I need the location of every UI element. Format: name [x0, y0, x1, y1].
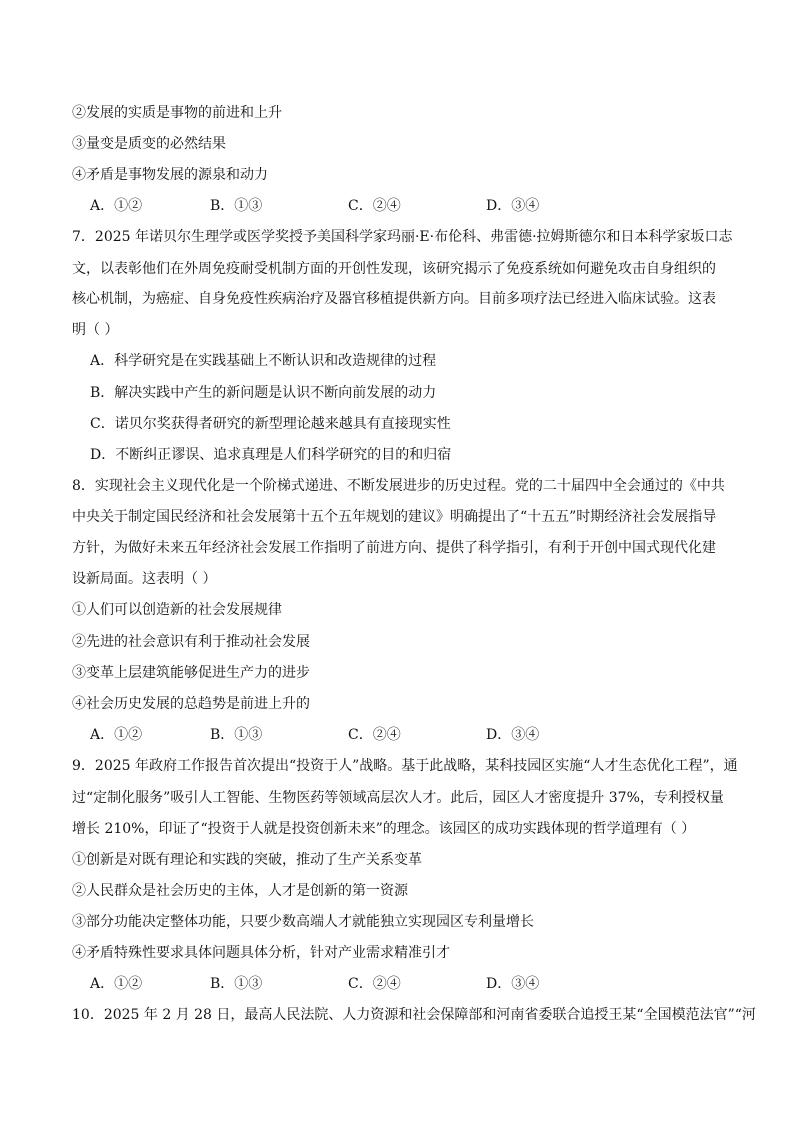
- q6-choice-d[interactable]: D．③④: [486, 198, 540, 214]
- q9-stem-line-1: 9．2025 年政府工作报告首次提出“投资于人”战略。基于此战略，某科技园区实施“人才生态优化工程”，通: [72, 758, 738, 774]
- q9-item-2: ②人民群众是社会历史的主体，人才是创新的第一资源: [72, 883, 408, 899]
- q8-choice-b[interactable]: B．①③: [210, 727, 263, 743]
- q9-item-3: ③部分功能决定整体功能，只要少数高端人才就能独立实现园区专利量增长: [72, 914, 534, 930]
- q8-item-2: ②先进的社会意识有利于推动社会发展: [72, 634, 310, 650]
- q7-option-b[interactable]: B．解决实践中产生的新问题是认识不断向前发展的动力: [90, 385, 437, 401]
- q9-choice-c[interactable]: C．②④: [348, 976, 401, 992]
- q6-choice-c[interactable]: C．②④: [348, 198, 401, 214]
- q9-stem-line-2: 过“定制化服务”吸引人工智能、生物医药等领域高层次人才。此后，园区人才密度提升 37%，专利授权量: [72, 790, 724, 806]
- q6-choices: [90, 196, 650, 216]
- q8-stem-line-1: 8．实现社会主义现代化是一个阶梯式递进、不断发展进步的历史过程。党的二十届四中全会通过的《中共: [72, 478, 725, 494]
- q6-choice-a[interactable]: A．①②: [90, 198, 143, 214]
- q8-choice-a[interactable]: A．①②: [90, 727, 143, 743]
- q6-item-2: ②发展的实质是事物的前进和上升: [72, 105, 282, 121]
- q8-item-4: ④社会历史发展的总趋势是前进上升的: [72, 696, 310, 712]
- q9-item-1: ①创新是对既有理论和实践的突破，推动了生产关系变革: [72, 852, 422, 868]
- q9-choice-d[interactable]: D．③④: [486, 976, 540, 992]
- q7-stem-line-3: 核心机制，为癌症、自身免疫性疾病治疗及器官移植提供新方向。目前多项疗法已经进入临床试验。这表: [72, 291, 716, 307]
- q8-choice-d[interactable]: D．③④: [486, 727, 540, 743]
- q8-choices: [90, 725, 650, 745]
- q6-item-3: ③量变是质变的必然结果: [72, 136, 226, 152]
- q8-item-1: ①人们可以创造新的社会发展规律: [72, 602, 282, 618]
- q8-stem-line-3: 方针，为做好未来五年经济社会发展工作指明了前进方向、提供了科学指引，有利于开创中国式现代化建: [72, 540, 716, 556]
- q7-stem-line-4: 明（ ）: [72, 322, 119, 338]
- q7-stem-line-2: 文，以表彰他们在外周免疫耐受机制方面的开创性发现，该研究揭示了免疫系统如何避免攻击自身组织的: [72, 261, 716, 277]
- q10-stem-line-1: 10．2025 年 2 月 28 日，最高人民法院、人力资源和社会保障部和河南省委联合追授王某“全国模范法官”“河: [72, 1007, 756, 1023]
- q9-item-4: ④矛盾特殊性要求具体问题具体分析，针对产业需求精准引才: [72, 945, 450, 961]
- q9-stem-line-3: 增长 210%，印证了“投资于人就是投资创新未来”的理念。该园区的成功实践体现的哲学道理有（ ）: [72, 821, 696, 837]
- q9-choice-a[interactable]: A．①②: [90, 976, 143, 992]
- q7-option-c[interactable]: C．诺贝尔奖获得者研究的新型理论越来越具有直接现实性: [90, 416, 451, 432]
- q8-item-3: ③变革上层建筑能够促进生产力的进步: [72, 665, 310, 681]
- q7-option-a[interactable]: A．科学研究是在实践基础上不断认识和改造规律的过程: [90, 353, 437, 369]
- q8-stem-line-2: 中央关于制定国民经济和社会发展第十五个五年规划的建议》明确提出了“十五五”时期经济社会发展指导: [72, 509, 717, 525]
- q6-item-4: ④矛盾是事物发展的源泉和动力: [72, 167, 268, 183]
- q8-choice-c[interactable]: C．②④: [348, 727, 401, 743]
- q7-stem-line-1: 7．2025 年诺贝尔生理学或医学奖授予美国科学家玛丽·E·布伦科、弗雷德·拉姆斯德尔和日本科学家坂口志: [72, 229, 733, 245]
- q9-choices: [90, 974, 650, 994]
- q8-stem-line-4: 设新局面。这表明（ ）: [72, 571, 217, 587]
- q7-option-d[interactable]: D．不断纠正谬误、追求真理是人们科学研究的目的和归宿: [90, 447, 452, 463]
- q6-choice-b[interactable]: B．①③: [210, 198, 263, 214]
- q9-choice-b[interactable]: B．①③: [210, 976, 263, 992]
